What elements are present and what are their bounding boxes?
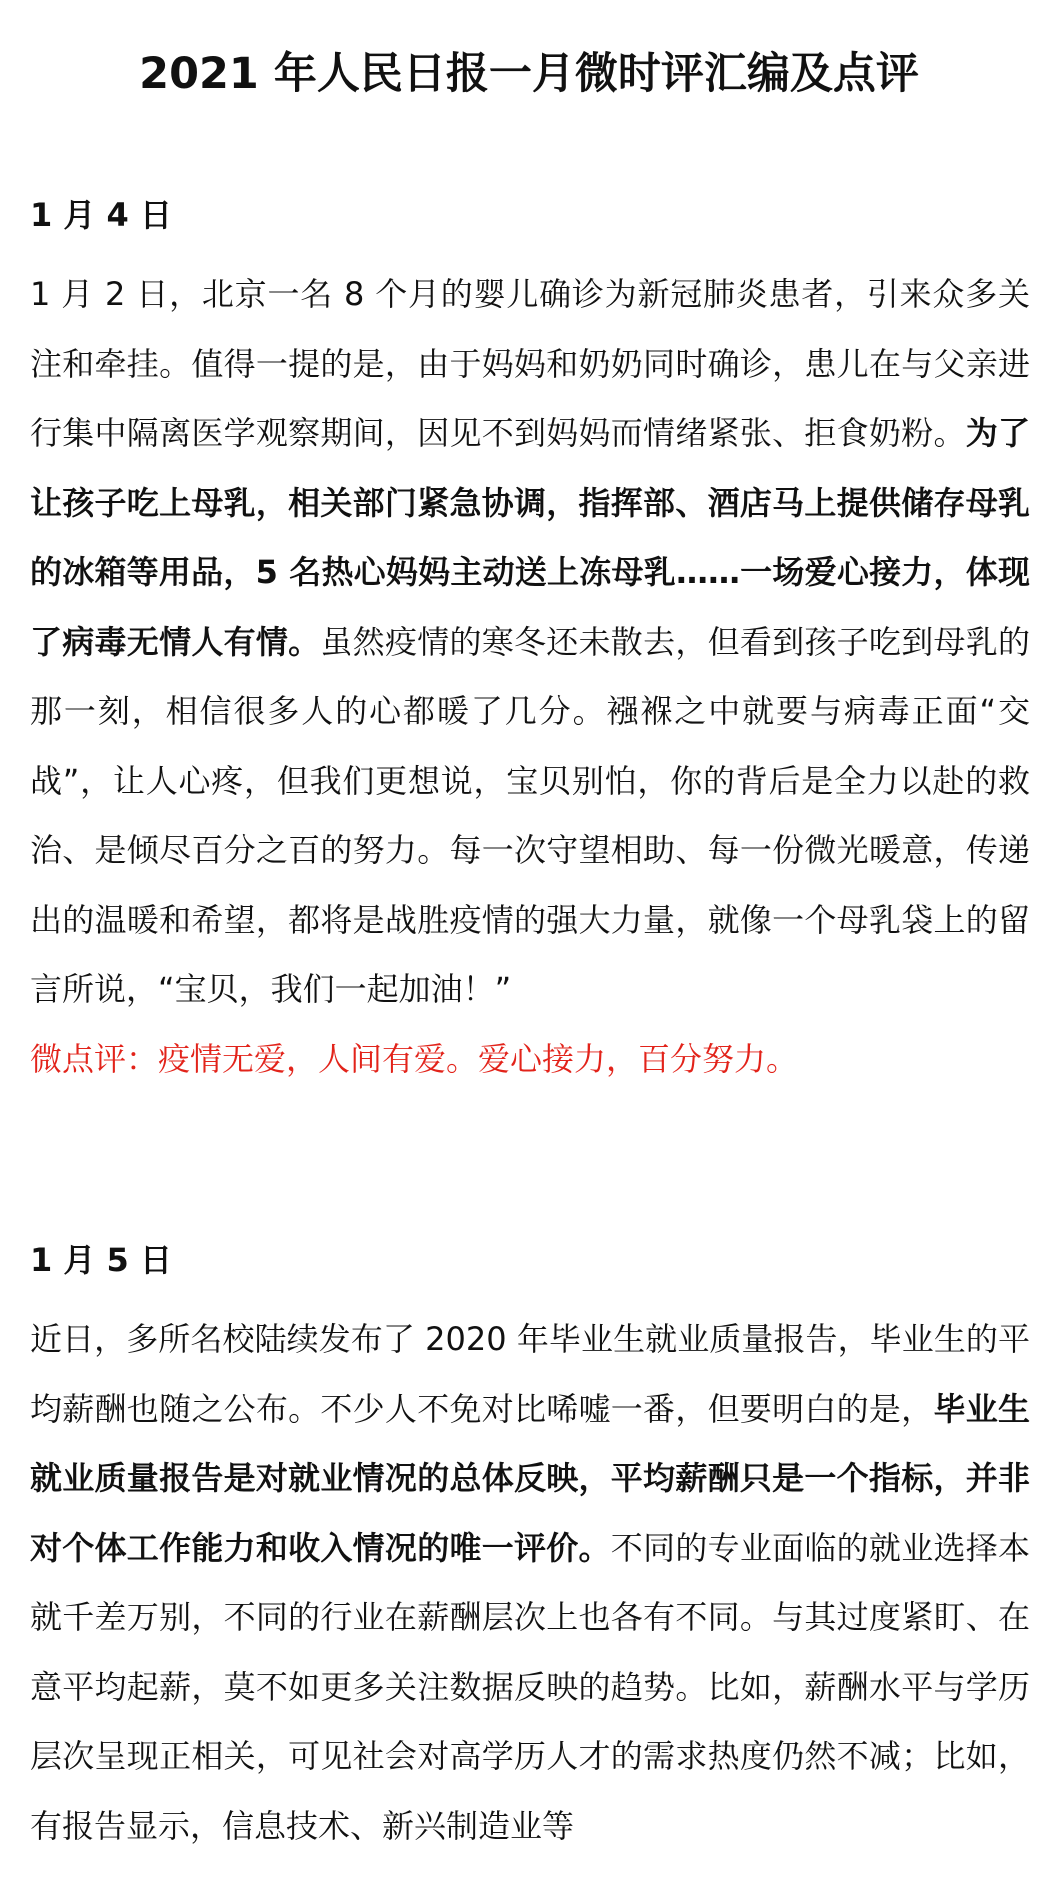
paragraph-bold-text: 毕业生就业质量报告是对就业情况的总体反映，平均薪酬只是一个指标，并非对个体工作能力和收入情况的唯一评价。 — [30, 1389, 1030, 1567]
paragraph-bold-text: 为了让孩子吃上母乳，相关部门紧急协调，指挥部、酒店马上提供储存母乳的冰箱等用品，5 名热心妈妈主动送上冻母乳……一场爱心接力，体现了病毒无情人有情。 — [30, 414, 1030, 661]
entry-date: 1 月 5 日 — [30, 1241, 172, 1279]
paragraph-text: 虽然疫情的寒冬还未散去，但看到孩子吃到母乳的那一刻，相信很多人的心都暖了几分。襁褓之中就要与病毒正面“交战”，让人心疼，但我们更想说，宝贝别怕，你的背后是全力以赴的救治、是倾尽百分之百的努力。每一次守望相助、每一份微光暖意，传递出的温暖和希望，都将是战胜疫情的强大力量，就像一个母乳袋上的留言所说，“宝贝，我们一起加油！” — [30, 622, 1030, 1008]
document-title: 2021 年人民日报一月微时评汇编及点评 — [139, 49, 919, 99]
entry-date: 1 月 4 日 — [30, 196, 172, 234]
micro-comment: 微点评：疫情无爱，人间有爱。爱心接力，百分努力。 — [30, 1039, 799, 1078]
entry-jan-5 — [30, 1235, 1030, 1861]
paragraph-text: 近日，多所名校陆续发布了 2020 年毕业生就业质量报告，毕业生的平均薪酬也随之公布。不少人不免对比唏嘘一番，但要明白的是， — [30, 1320, 1030, 1428]
entry-jan-4 — [30, 190, 1030, 1094]
entry-paragraph — [30, 1305, 1030, 1861]
paragraph-text: 1 月 2 日，北京一名 8 个月的婴儿确诊为新冠肺炎患者，引来众多关注和牵挂。值得一提的是，由于妈妈和奶奶同时确诊，患儿在与父亲进行集中隔离医学观察期间，因见不到妈妈而情绪紧张、拒食奶粉。 — [30, 275, 1030, 452]
paragraph-text: 不同的专业面临的就业选择本就千差万别，不同的行业在薪酬层次上也各有不同。与其过度紧盯、在意平均起薪，莫不如更多关注数据反映的趋势。比如，薪酬水平与学历层次呈现正相关，可见社会对高学历人才的需求热度仍然不减；比如，有报告显示，信息技术、新兴制造业等 — [30, 1528, 1030, 1845]
entry-paragraph — [30, 260, 1030, 1025]
